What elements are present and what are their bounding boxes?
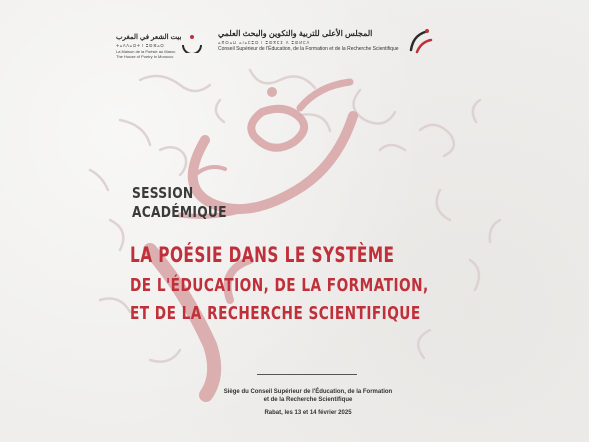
academique-kicker: ACADÉMIQUE (132, 203, 227, 221)
logo-right-arabic: المجلس الأعلى للتربية والتكوين والبحث العلمي (218, 29, 373, 38)
venue-line-1: Siège du Conseil Supérieur de l'Éducation, de la Formation (223, 389, 393, 395)
session-kicker: SESSION (132, 184, 194, 202)
venue-line-2: et de la Recherche Scientifique (263, 397, 353, 403)
conseil-emblem-icon (403, 26, 437, 56)
main-title-line-1: LA POÉSIE DANS LE SYSTÈME (130, 243, 395, 267)
logo-right-french: Conseil Supérieur de l'Éducation, de la Formation et de la Recherche Scientifique (218, 46, 399, 52)
logo-conseil-superieur (214, 29, 410, 55)
logo-left-arabic: بيت الشعر في المغرب (116, 34, 182, 41)
divider (257, 374, 357, 375)
main-title-line-3: ET DE LA RECHERCHE SCIENTIFIQUE (130, 303, 421, 324)
logo-left-tifinagh: ⵜⴰⴷⴷⴰⵔⵜ ⵏ ⵓⵙⴼⴰⵔ (116, 43, 165, 48)
event-date: Rabat, les 13 et 14 février 2025 (264, 410, 352, 416)
poetry-house-icon (179, 33, 205, 53)
logo-right-tifinagh: ⴰⴳⵔⴰⵡ ⴰⵏⴰⵎⵓⵔ ⵏ ⵓⵙⴳⵎⵉ ⴷ ⵓⵙⵍⵎⴷ (218, 40, 311, 45)
logo-left-french: La Maison de la Poésie au Maroc (116, 49, 176, 54)
logo-left-english: The House of Poetry in Morocco (116, 54, 174, 59)
main-title-line-2: DE L'ÉDUCATION, DE LA FORMATION, (130, 275, 429, 296)
